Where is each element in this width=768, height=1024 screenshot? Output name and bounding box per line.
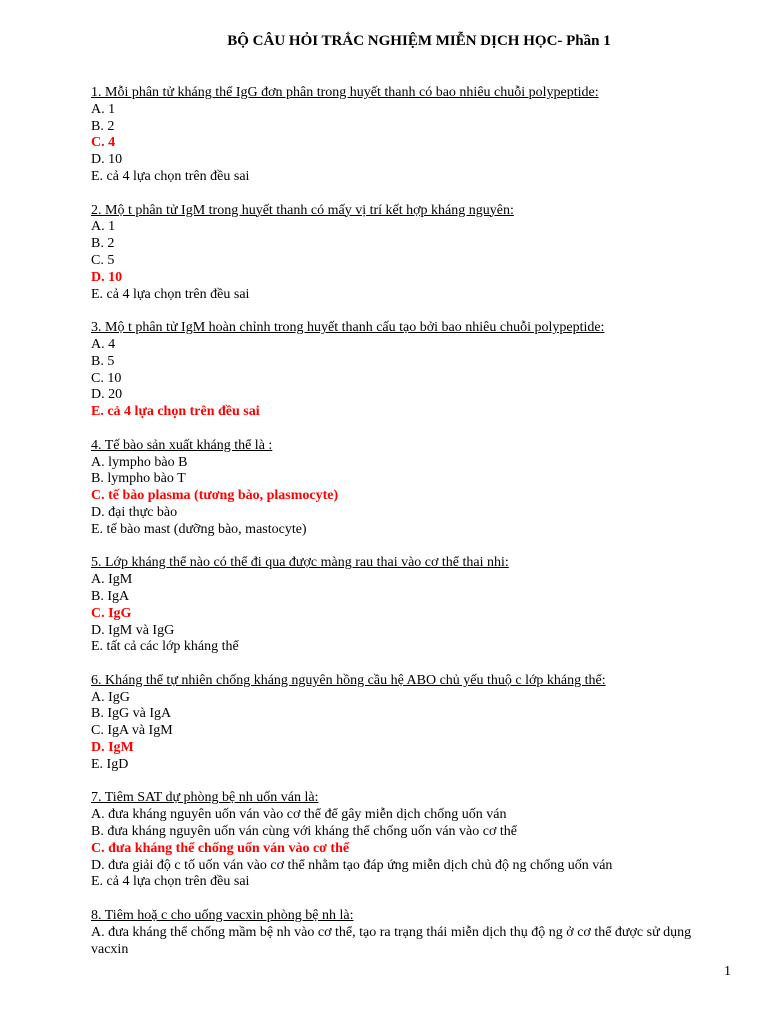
- question-block: [91, 673, 731, 774]
- question-text: 7. Tiêm SAT dự phòng bệ nh uốn ván là:: [91, 790, 319, 806]
- answer-option: B. đưa kháng nguyên uốn ván cùng với kháng thể chống uốn ván vào cơ thể: [91, 824, 517, 840]
- answer-option: D. IgM và IgG: [91, 622, 175, 638]
- answer-option: D. 10: [91, 152, 123, 168]
- answer-option: C. IgA và IgM: [91, 723, 173, 739]
- answer-option: C. 10: [91, 370, 122, 386]
- answer-option-correct: C. đưa kháng thể chống uốn ván vào cơ thể: [91, 840, 350, 856]
- answer-option-correct: C. IgG: [91, 605, 132, 621]
- answer-option: A. lympho bào B: [91, 454, 188, 470]
- question-text: 4. Tế bào sản xuất kháng thể là :: [91, 437, 273, 453]
- answer-option: A. 4: [91, 336, 116, 352]
- question-block: [91, 203, 731, 304]
- answer-option: A. 1: [91, 219, 116, 235]
- answer-option: D. đại thực bào: [91, 504, 178, 520]
- answer-option: A. IgM: [91, 572, 133, 588]
- answer-option: E. tế bào mast (dưỡng bào, mastocyte): [91, 521, 307, 537]
- question-block: [91, 908, 731, 958]
- question-block: [91, 555, 731, 656]
- answer-option: E. tất cả các lớp kháng thể: [91, 639, 239, 655]
- answer-option: B. lympho bào T: [91, 471, 186, 487]
- answer-option-correct: E. cả 4 lựa chọn trên đều sai: [91, 404, 260, 420]
- answer-option: B. 2: [91, 236, 115, 252]
- question-text: 3. Mộ t phân tử IgM hoàn chỉnh trong huyết thanh cấu tạo bởi bao nhiêu chuỗi polypeptide:: [91, 320, 605, 336]
- answer-option: B. 5: [91, 353, 115, 369]
- question-block: [91, 438, 731, 539]
- answer-option: B. 2: [91, 118, 115, 134]
- answer-option: D. 20: [91, 387, 123, 403]
- answer-option: E. IgD: [91, 756, 129, 772]
- answer-option-correct: D. 10: [91, 269, 123, 285]
- answer-option: E. cả 4 lựa chọn trên đều sai: [91, 168, 250, 184]
- answer-option: A. 1: [91, 101, 116, 117]
- question-text: 2. Mộ t phân tử IgM trong huyết thanh có mấy vị trí kết hợp kháng nguyên:: [91, 202, 514, 218]
- question-text: 1. Mỗi phân tử kháng thể IgG đơn phân trong huyết thanh có bao nhiêu chuỗi polypeptide:: [91, 85, 599, 100]
- answer-option-correct: D. IgM: [91, 740, 134, 756]
- answer-option: D. đưa giải độ c tố uốn ván vào cơ thể nhằm tạo đáp ứng miễn dịch chủ độ ng chống uốn ván: [91, 857, 613, 873]
- answer-option: E. cả 4 lựa chọn trên đều sai: [91, 286, 250, 302]
- answer-option: A. đưa kháng nguyên uốn ván vào cơ thể để gây miễn dịch chống uốn ván: [91, 807, 507, 823]
- answer-option: A. đưa kháng thể chống mầm bệ nh vào cơ thể, tạo ra trạng thái miễn dịch thụ độ ng ở cơ thể được sử dụng vacxin: [91, 924, 692, 957]
- document-title: BỘ CÂU HỎI TRẮC NGHIỆM MIỄN DỊCH HỌC- Phần 1: [227, 33, 611, 49]
- question-text: 5. Lớp kháng thể nào có thể đi qua được màng rau thai vào cơ thể thai nhi:: [91, 555, 509, 571]
- answer-option-correct: C. 4: [91, 135, 116, 151]
- question-block: [91, 85, 731, 186]
- question-list: [91, 85, 731, 975]
- answer-option: C. 5: [91, 252, 115, 268]
- question-block: [91, 320, 731, 421]
- question-text: 6. Kháng thể tự nhiên chống kháng nguyên hồng cầu hệ ABO chủ yếu thuộ c lớp kháng thể:: [91, 672, 606, 688]
- question-block: [91, 790, 731, 891]
- answer-option: B. IgG và IgA: [91, 706, 172, 722]
- question-text: 8. Tiêm hoặ c cho uống vacxin phòng bệ nh là:: [91, 908, 354, 924]
- answer-option: A. IgG: [91, 689, 130, 705]
- answer-option: B. IgA: [91, 588, 130, 604]
- page-number: 1: [724, 964, 731, 979]
- answer-option: E. cả 4 lựa chọn trên đều sai: [91, 874, 250, 890]
- answer-option-correct: C. tế bào plasma (tương bào, plasmocyte): [91, 488, 339, 504]
